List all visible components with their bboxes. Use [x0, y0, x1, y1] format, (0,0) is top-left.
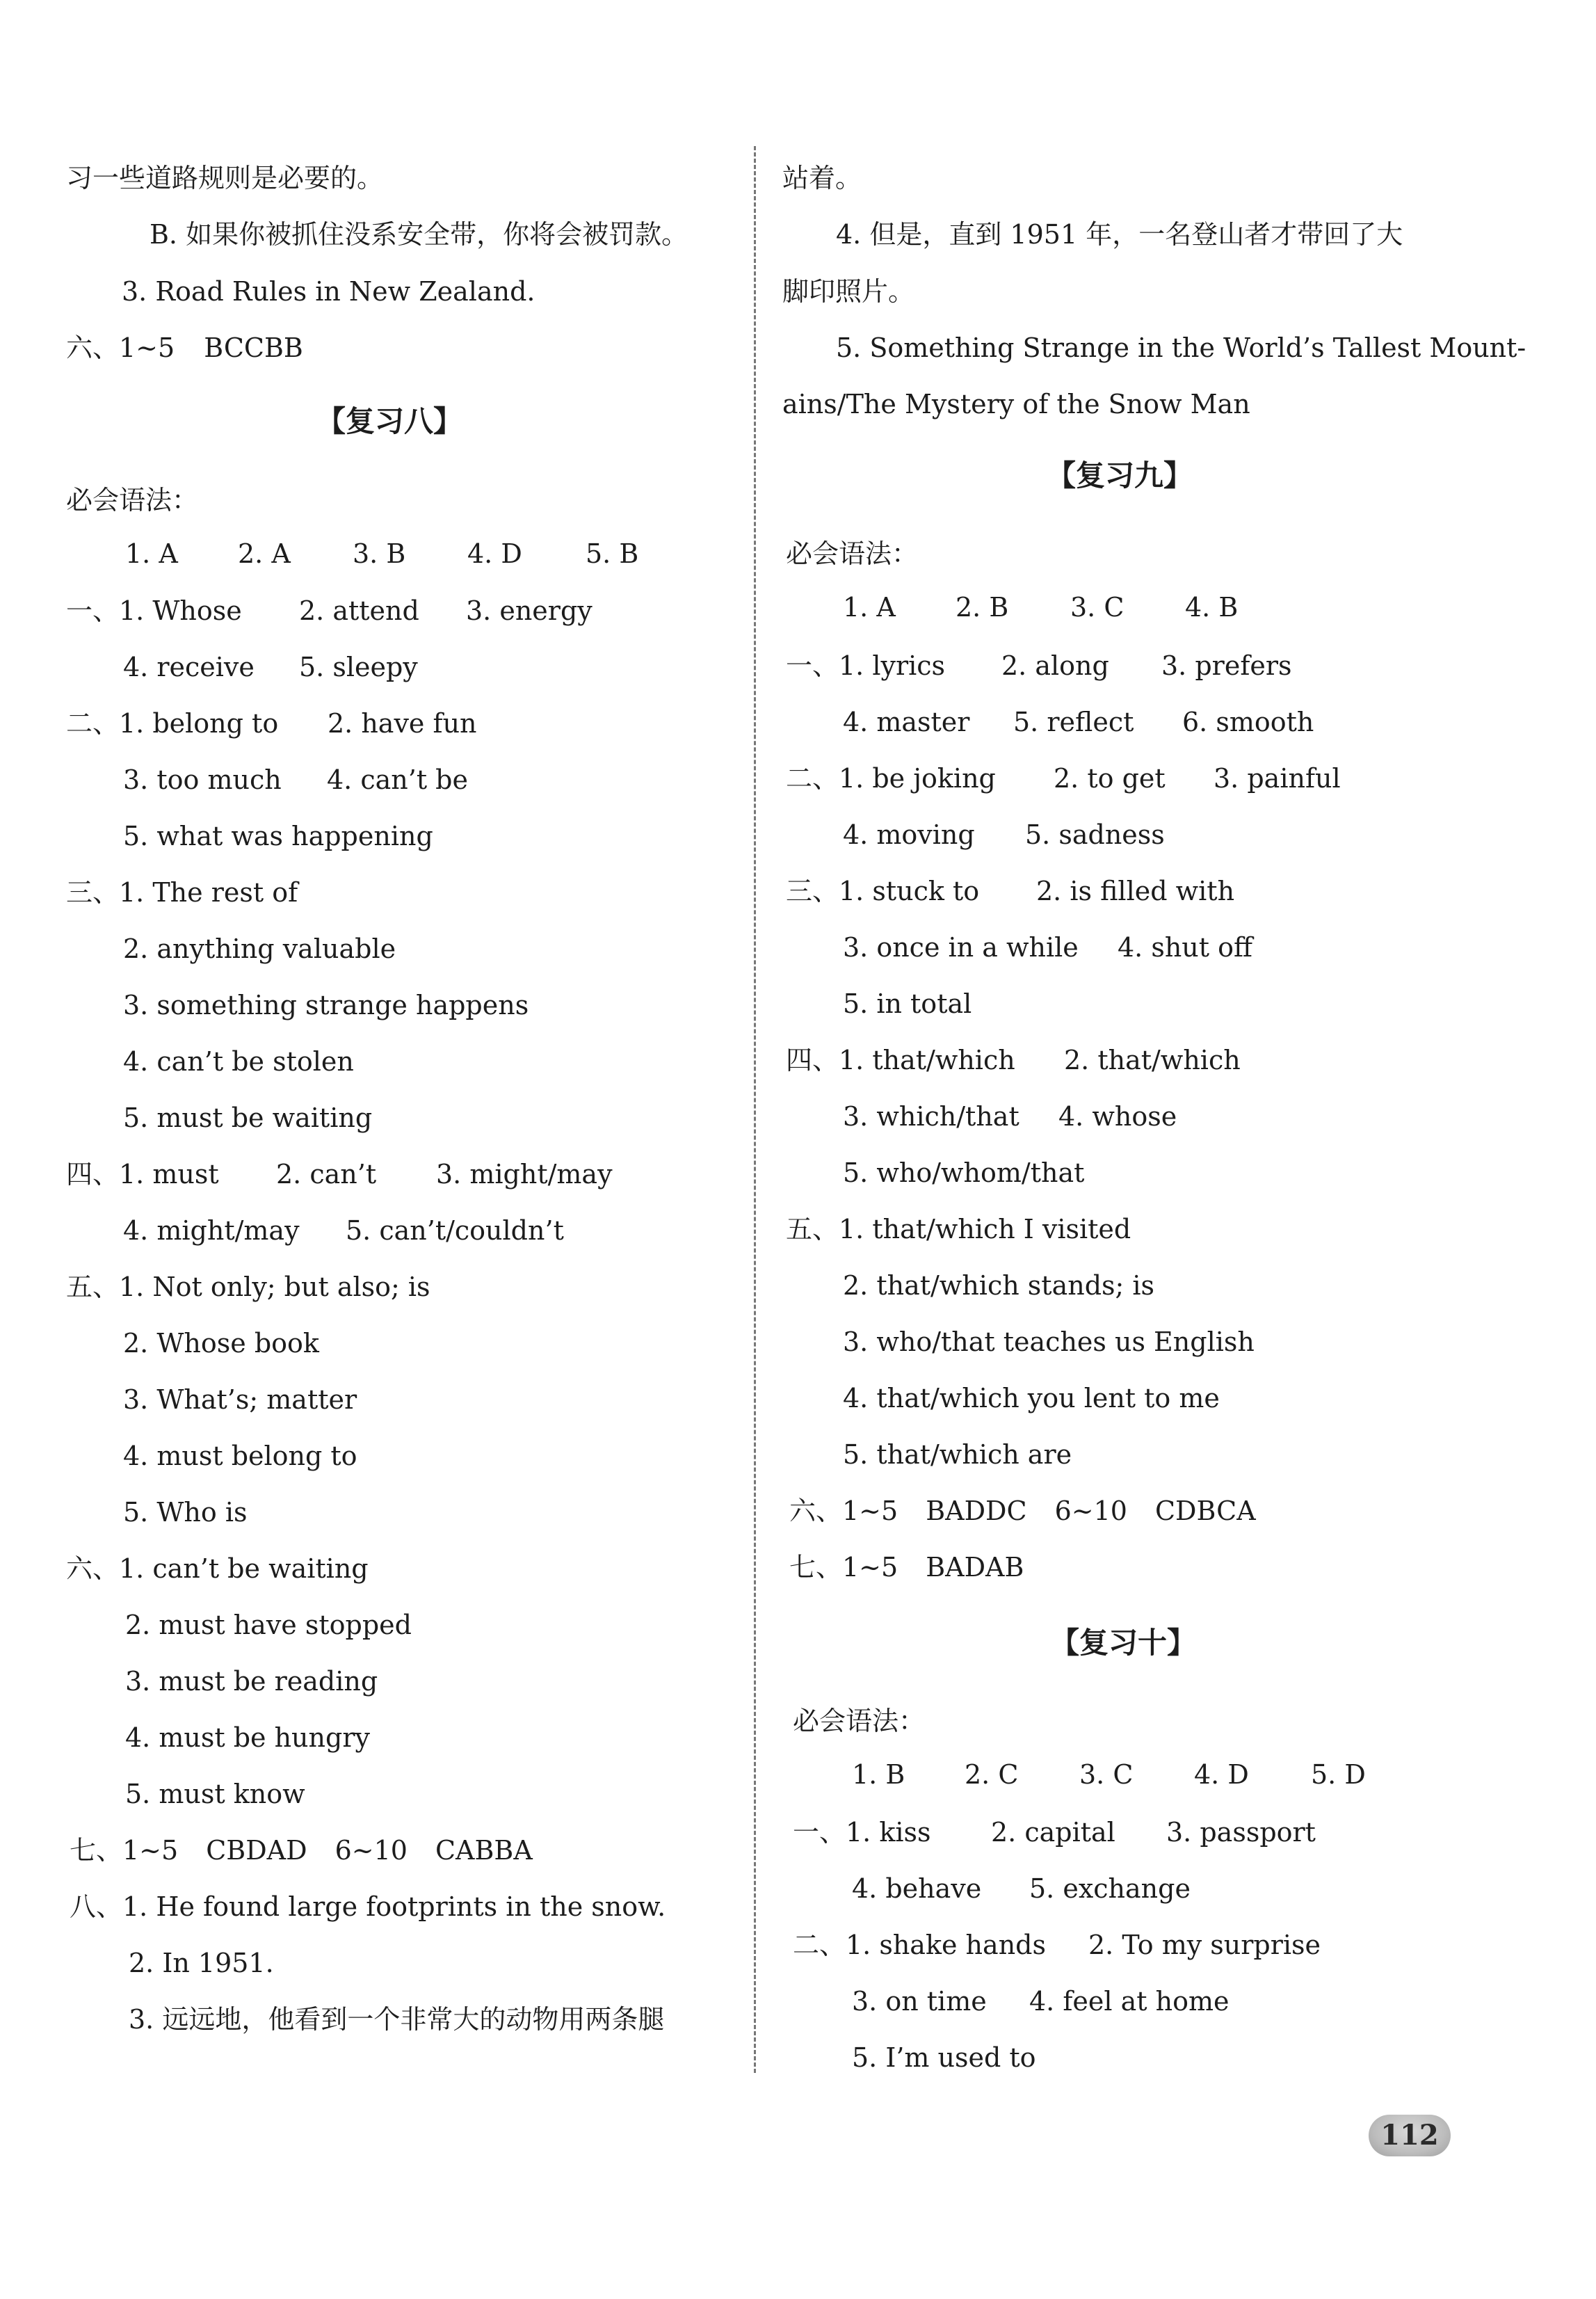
- answer-line: [843, 1100, 1177, 1133]
- answer-line: 5. I’m used to: [852, 2042, 1036, 2073]
- answer-line: [125, 537, 638, 570]
- answer: 3. C: [1079, 1759, 1134, 1790]
- text-line: 5. Something Strange in the World’s Tallest Mount-: [836, 333, 1526, 363]
- page-number-badge: [1369, 2115, 1451, 2156]
- answer-line: [786, 874, 1234, 908]
- item-number: 6~10: [334, 1835, 408, 1866]
- answer: 3. which/that: [843, 1101, 1019, 1132]
- text-line: 脚印照片。: [782, 276, 915, 307]
- answer-line: [786, 762, 1341, 795]
- item-number: 6~10: [1054, 1496, 1127, 1526]
- answer: 1. A: [125, 538, 178, 569]
- answer: CBDAD: [206, 1835, 307, 1866]
- left-column: [0, 0, 755, 2087]
- answer: 4. D: [1194, 1759, 1249, 1790]
- answer: 4. shut off: [1118, 932, 1253, 963]
- answer: 2. attend: [299, 595, 419, 626]
- answer-line: 五、1. Not only; but also; is: [66, 1272, 430, 1302]
- answer-line: [789, 1494, 1256, 1528]
- answer-line: 5. that/which are: [843, 1439, 1072, 1470]
- answer: 3. B: [353, 538, 406, 569]
- answer-line: [793, 1928, 1321, 1962]
- answer-line: [852, 1985, 1230, 2018]
- answer: 3. energy: [466, 595, 593, 626]
- answer-line: [793, 1816, 1316, 1849]
- answer: 3. prefers: [1161, 650, 1292, 681]
- answer-line: 2. that/which stands; is: [843, 1270, 1155, 1301]
- answer: 4. feel at home: [1029, 1986, 1230, 2017]
- text-line: 习一些道路规则是必要的。: [66, 163, 384, 193]
- answer: 3. painful: [1214, 763, 1341, 794]
- answer: 4. behave: [852, 1873, 982, 1904]
- answer-line: [789, 1551, 1024, 1584]
- answer: 5. B: [586, 538, 639, 569]
- answer-line: [123, 1214, 564, 1247]
- answer-line: [66, 331, 303, 365]
- text-line: B. 如果你被抓住没系安全带，你将会被罚款。: [150, 219, 688, 250]
- answer: 二、1. belong to: [66, 708, 279, 739]
- answer-line: 2. Whose book: [123, 1328, 319, 1359]
- answer: 3. once in a while: [843, 932, 1079, 963]
- answer-line: 4. must belong to: [123, 1441, 357, 1471]
- answer: 一、1. kiss: [793, 1817, 931, 1848]
- answer-line: 三、1. The rest of: [66, 877, 298, 908]
- answer: 5. reflect: [1013, 707, 1134, 737]
- answer: CDBCA: [1154, 1496, 1256, 1526]
- answer: 二、1. be joking: [786, 763, 996, 794]
- answer-line: 2. must have stopped: [125, 1610, 412, 1640]
- answer: 一、1. Whose: [66, 595, 242, 626]
- answer: 5. can’t/couldn’t: [346, 1215, 564, 1246]
- answer: 一、1. lyrics: [786, 650, 946, 681]
- answer: 2. B: [956, 592, 1009, 623]
- answer: 1. B: [852, 1759, 905, 1790]
- section-title: 【复习八】: [316, 404, 463, 438]
- answer: 2. is filled with: [1036, 876, 1235, 906]
- answer: 3. C: [1070, 592, 1125, 623]
- right-column: [755, 0, 1596, 2087]
- answer-line: 3. who/that teaches us English: [843, 1327, 1255, 1357]
- answer: 4. might/may: [123, 1215, 300, 1246]
- answer: 2. A: [238, 538, 291, 569]
- answer: 四、1. must: [66, 1159, 219, 1189]
- answer-line: [66, 707, 477, 740]
- answer-line: [852, 1872, 1191, 1905]
- answer: 2. to get: [1054, 763, 1166, 794]
- answer-line: [843, 931, 1252, 964]
- answer-line: 5. must be waiting: [123, 1103, 373, 1133]
- grammar-label: 必会语法：: [786, 538, 919, 569]
- answer-line: 5. must know: [125, 1779, 305, 1809]
- answer: 4. master: [843, 707, 970, 737]
- answer-line: [786, 649, 1292, 682]
- answer-line: 4. must be hungry: [125, 1722, 370, 1753]
- item-number: 六、1~5: [66, 333, 175, 363]
- answer: 4. moving: [843, 819, 975, 850]
- page-number: 112: [1380, 2119, 1439, 2152]
- answer: 3. passport: [1166, 1817, 1316, 1848]
- answer: BADDC: [926, 1496, 1027, 1526]
- answer: 4. whose: [1058, 1101, 1177, 1132]
- answer: 5. exchange: [1029, 1873, 1191, 1904]
- answer: 3. on time: [852, 1986, 987, 2017]
- grammar-label: 必会语法：: [66, 485, 199, 515]
- answer: 3. too much: [123, 764, 282, 795]
- text-line: ains/The Mystery of the Snow Man: [782, 389, 1250, 419]
- answer: 四、1. that/which: [786, 1045, 1015, 1075]
- answer: 2. capital: [991, 1817, 1115, 1848]
- answer: 4. can’t be: [327, 764, 468, 795]
- item-number: 七、1~5: [789, 1552, 898, 1583]
- answer-line: [843, 818, 1165, 851]
- answer-line: [70, 1834, 533, 1867]
- grammar-label: 必会语法：: [793, 1706, 926, 1736]
- answer: 4. D: [467, 538, 522, 569]
- text-line: 站着。: [782, 163, 862, 193]
- answer: 4. B: [1185, 592, 1239, 623]
- answer-line: 4. that/which you lent to me: [843, 1383, 1220, 1413]
- answer-line: 六、1. can’t be waiting: [66, 1553, 369, 1584]
- answer: 3. might/may: [436, 1159, 613, 1189]
- answer-line: [123, 650, 418, 684]
- answer-line: 3. 远远地，他看到一个非常大的动物用两条腿: [129, 2004, 665, 2035]
- answer-line: 5. Who is: [123, 1497, 248, 1528]
- answer-line: 八、1. He found large footprints in the snow.: [70, 1891, 666, 1922]
- answer-line: 4. can’t be stolen: [123, 1046, 354, 1077]
- answer-line: 5. what was happening: [123, 821, 433, 851]
- answer: 三、1. stuck to: [786, 876, 980, 906]
- answer: 2. can’t: [276, 1159, 377, 1189]
- answer-line: [123, 763, 468, 796]
- answer: BCCBB: [204, 333, 303, 363]
- section-title: 【复习九】: [1047, 458, 1193, 492]
- answer-line: [852, 1758, 1366, 1791]
- section-title: 【复习十】: [1050, 1626, 1197, 1660]
- answer-line: 五、1. that/which I visited: [786, 1214, 1131, 1244]
- answer: 6. smooth: [1182, 707, 1314, 737]
- answer: BADAB: [926, 1552, 1024, 1583]
- answer: 2. that/which: [1064, 1045, 1241, 1075]
- answer-line: 5. in total: [843, 988, 972, 1019]
- answer: 2. along: [1001, 650, 1109, 681]
- answer: 2. have fun: [328, 708, 477, 739]
- answer-line: 3. must be reading: [125, 1666, 378, 1697]
- answer: 4. receive: [123, 652, 255, 682]
- item-number: 七、1~5: [70, 1835, 179, 1866]
- answer-line: 2. In 1951.: [129, 1948, 274, 1978]
- answer-line: 3. What’s; matter: [123, 1384, 357, 1415]
- answer-line: [843, 591, 1238, 624]
- answer-line: [66, 1157, 613, 1191]
- text-line: 4. 但是，直到 1951 年，一名登山者才带回了大: [836, 219, 1403, 250]
- answer: 5. sleepy: [299, 652, 418, 682]
- text-line: 3. Road Rules in New Zealand.: [122, 276, 535, 307]
- item-number: 六、1~5: [789, 1496, 898, 1526]
- answer: 二、1. shake hands: [793, 1930, 1046, 1960]
- answer-line: 3. something strange happens: [123, 990, 529, 1020]
- answer: 1. A: [843, 592, 896, 623]
- answer: 2. To my surprise: [1088, 1930, 1321, 1960]
- answer: 5. sadness: [1025, 819, 1165, 850]
- answer-line: [786, 1043, 1241, 1077]
- answer: 2. C: [965, 1759, 1019, 1790]
- answer: 5. D: [1311, 1759, 1366, 1790]
- answer-line: [843, 705, 1314, 739]
- answer-line: [66, 594, 593, 627]
- answer-line: 2. anything valuable: [123, 934, 396, 964]
- answer: CABBA: [435, 1835, 533, 1866]
- answer-line: 5. who/whom/that: [843, 1157, 1085, 1188]
